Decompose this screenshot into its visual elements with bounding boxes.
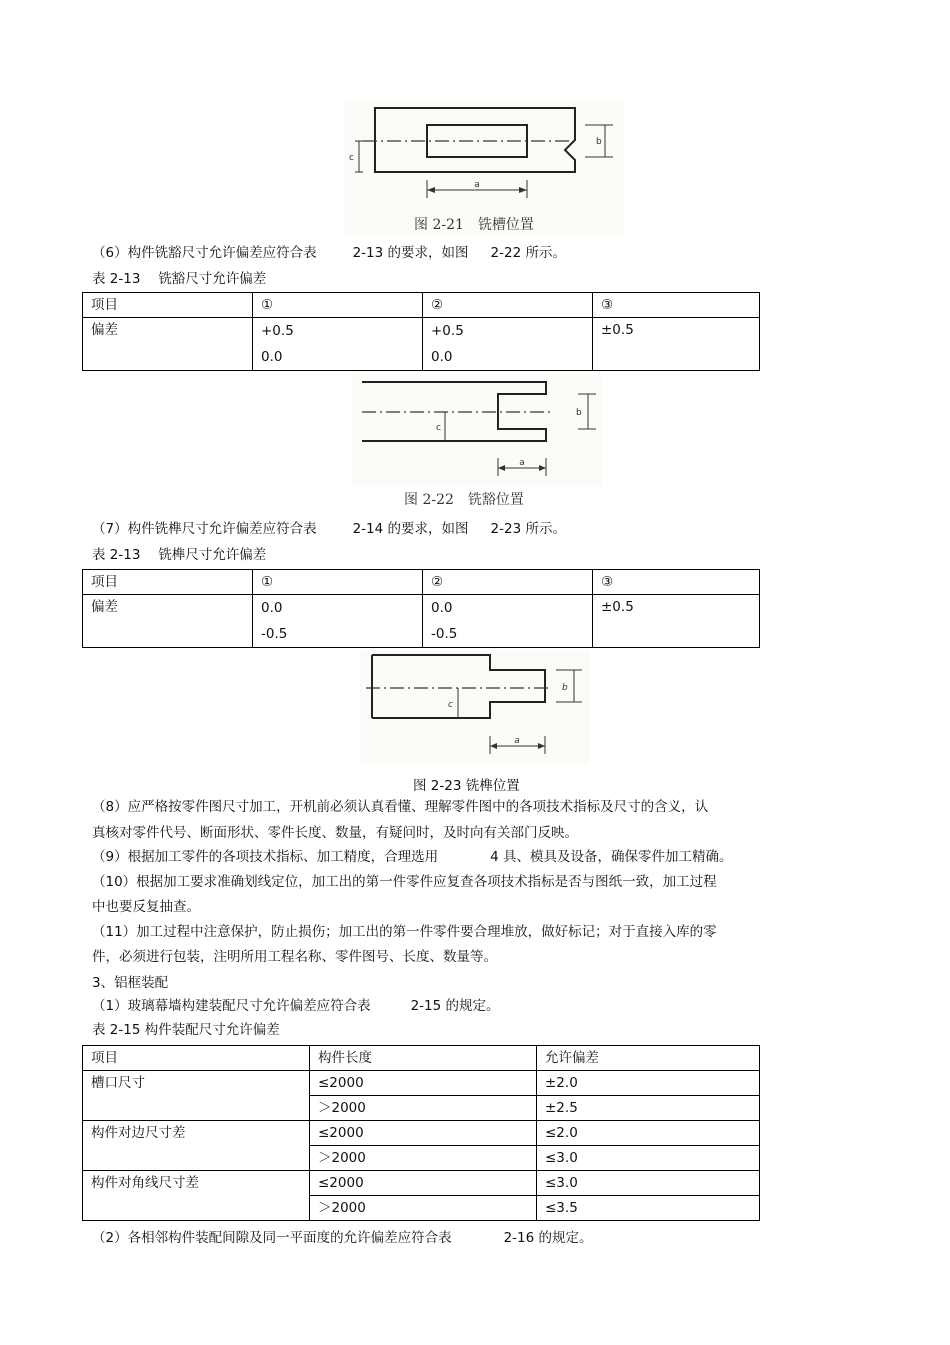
table213b-title: 表 2-13 铣榫尺寸允许偏差 (92, 547, 267, 563)
fig221-label-b: b (596, 137, 602, 147)
table-row (83, 1071, 760, 1096)
lower-deviation: 0.0 (261, 349, 283, 365)
para-1 (92, 997, 500, 1015)
upper-deviation: +0.5 (261, 323, 294, 339)
table-cell (423, 318, 593, 371)
lower-deviation: 0.0 (431, 349, 453, 365)
item7-pre: （7）构件铣榫尺寸允许偏差应符合表 (92, 521, 317, 537)
table-cell: 构件对角线尺寸差 (83, 1171, 310, 1221)
para-9-a: （9）根据加工零件的各项技术指标、加工精度，合理选用 (92, 849, 439, 865)
table-cell: ≤3.0 (537, 1171, 760, 1196)
item7-ref: 2-14 的要求，如图 (352, 521, 469, 537)
table-cell: ±0.5 (593, 318, 760, 371)
fig223-label-c: c (448, 700, 453, 710)
table213a-title: 表 2-13 铣豁尺寸允许偏差 (92, 271, 267, 287)
item6-fig: 2-22 所示。 (490, 245, 566, 261)
item6-pre: （6）构件铣豁尺寸允许偏差应符合表 (92, 245, 317, 261)
table-row (83, 595, 760, 648)
table-cell: ≤2000 (310, 1121, 537, 1146)
table-cell: 槽口尺寸 (83, 1071, 310, 1121)
para-8-line2: 真核对零件代号、断面形状、零件长度、数量，有疑问时，及时向有关部门反映。 (92, 825, 578, 841)
table-row (83, 1046, 760, 1071)
fig223-label-b: b (562, 683, 568, 693)
table-2-13-tenon (82, 569, 760, 648)
table-cell: ≤2000 (310, 1171, 537, 1196)
table-cell (253, 318, 423, 371)
table-row (83, 293, 760, 318)
table-cell: 偏差 (83, 318, 253, 371)
lower-deviation: -0.5 (261, 626, 288, 642)
fig223-label-a: a (514, 736, 520, 746)
table-row (83, 1121, 760, 1146)
upper-deviation: 0.0 (261, 600, 283, 616)
table-cell: ≤2000 (310, 1071, 537, 1096)
fig222-label-c: c (436, 423, 441, 433)
section-3-heading: 3、铝框装配 (92, 975, 169, 991)
fig222-caption: 图 2-22 铣豁位置 (404, 492, 524, 508)
table-header-cell: ① (253, 293, 423, 318)
table-cell: ≤3.5 (537, 1196, 760, 1221)
upper-deviation: 0.0 (431, 600, 453, 616)
table-cell: ±2.0 (537, 1071, 760, 1096)
para-11-line1: （11）加工过程中注意保护，防止损伤；加工出的第一件零件要合理堆放，做好标记；对于直接入库的零 (92, 924, 717, 940)
table-row (83, 1171, 760, 1196)
table-2-13-notch (82, 292, 760, 371)
table-cell (423, 595, 593, 648)
para-11-line2: 件，必须进行包装，注明所用工程名称、零件图号、长度、数量等。 (92, 949, 497, 965)
para-1-b: 2-15 的规定。 (410, 998, 500, 1014)
figure-2-23 (360, 650, 590, 765)
table-header-cell: ① (253, 570, 423, 595)
item6-ref: 2-13 的要求，如图 (352, 245, 469, 261)
table-cell: ＞2000 (310, 1196, 537, 1221)
table-cell: 偏差 (83, 595, 253, 648)
table-header-cell: 构件长度 (310, 1046, 537, 1071)
table-header-cell: ② (423, 293, 593, 318)
lower-deviation: -0.5 (431, 626, 458, 642)
table-header-cell: 项目 (83, 1046, 310, 1071)
fig221-caption: 图 2-21 铣槽位置 (414, 217, 534, 233)
para-9 (92, 848, 732, 866)
table-2-15 (82, 1045, 760, 1221)
upper-deviation: +0.5 (431, 323, 464, 339)
table-cell: ±2.5 (537, 1096, 760, 1121)
table-cell: ±0.5 (593, 595, 760, 648)
item7-fig: 2-23 所示。 (490, 521, 566, 537)
item7-text (92, 520, 566, 538)
fig223-caption: 图 2-23 铣榫位置 (413, 778, 520, 794)
fig222-label-a: a (519, 458, 525, 468)
table-cell: ≤2.0 (537, 1121, 760, 1146)
table-header-cell: ③ (593, 293, 760, 318)
table-row (83, 570, 760, 595)
table-header-cell: 项目 (83, 570, 253, 595)
fig221-label-c: c (349, 153, 354, 163)
table-cell: 构件对边尺寸差 (83, 1121, 310, 1171)
table-cell: ＞2000 (310, 1096, 537, 1121)
fig221-label-a: a (474, 180, 480, 190)
table-header-cell: 项目 (83, 293, 253, 318)
para-10-line2: 中也要反复抽查。 (92, 899, 200, 915)
table-cell (253, 595, 423, 648)
para-2 (92, 1229, 593, 1247)
table-row (83, 318, 760, 371)
table-cell: ≤3.0 (537, 1146, 760, 1171)
para-8-line1: （8）应严格按零件图尺寸加工，开机前必须认真看懂、理解零件图中的各项技术指标及尺寸的含义，认 (92, 799, 709, 815)
table-header-cell: ③ (593, 570, 760, 595)
para-10-line1: （10）根据加工要求准确划线定位，加工出的第一件零件应复查各项技术指标是否与图纸一致，加工过程 (92, 874, 717, 890)
para-2-b: 2-16 的规定。 (503, 1230, 593, 1246)
table215-title: 表 2-15 构件装配尺寸允许偏差 (92, 1022, 280, 1038)
table-cell: ＞2000 (310, 1146, 537, 1171)
para-9-b: 4 具、模具及设备，确保零件加工精确。 (490, 849, 733, 865)
table-header-cell: 允许偏差 (537, 1046, 760, 1071)
figure-2-22 (352, 374, 602, 486)
para-1-a: （1）玻璃幕墙构建装配尺寸允许偏差应符合表 (92, 998, 371, 1014)
item6-text (92, 244, 566, 262)
table-header-cell: ② (423, 570, 593, 595)
para-2-a: （2）各相邻构件装配间隙及同一平面度的允许偏差应符合表 (92, 1230, 452, 1246)
fig222-label-b: b (576, 408, 582, 418)
